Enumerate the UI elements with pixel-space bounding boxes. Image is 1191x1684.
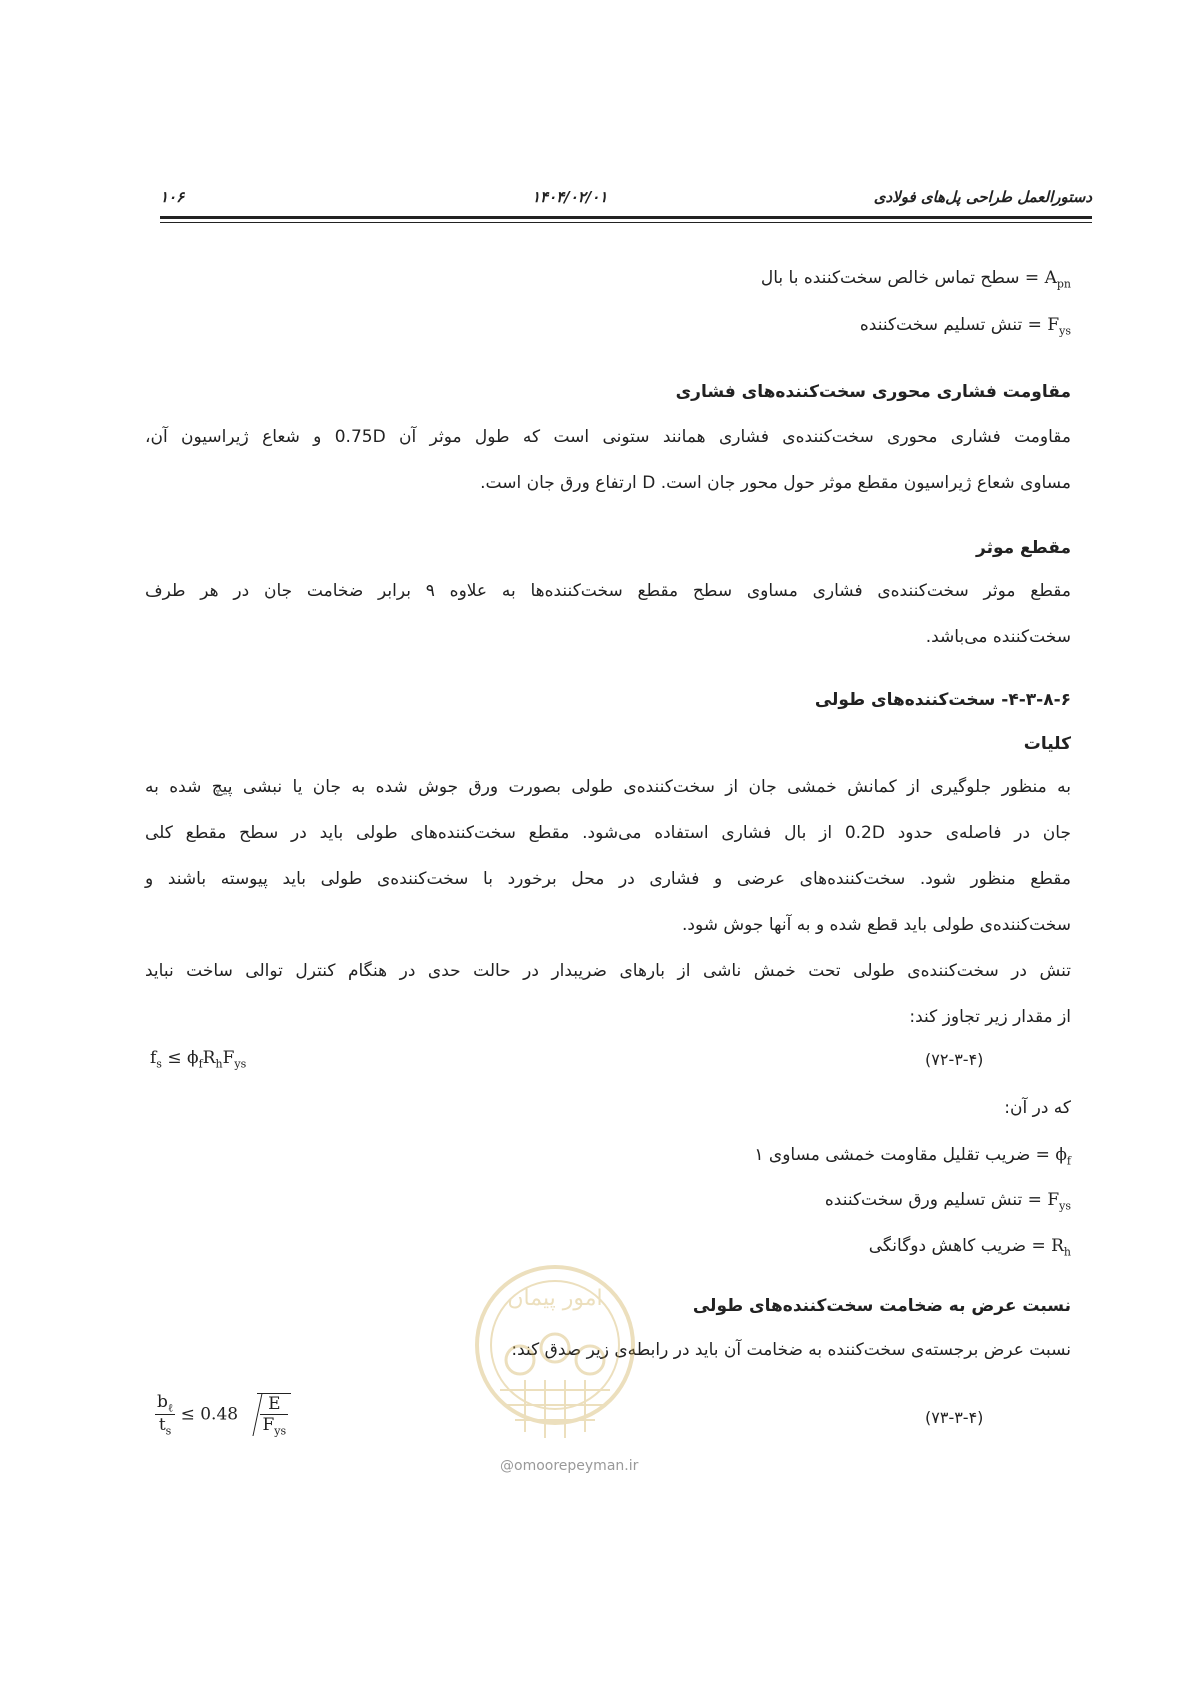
equation-73 — [155, 1392, 291, 1438]
equation-number-72: (۷۲-۳-۴) — [925, 1050, 984, 1069]
watermark-logo — [470, 1260, 640, 1450]
page-number: ۱۰۶ — [160, 188, 185, 206]
def-symbol: F — [1047, 315, 1060, 335]
section-heading-width-thickness: نسبت عرض به ضخامت سخت‌کننده‌های طولی — [692, 1296, 1071, 1316]
paragraph-line: تنش در سخت‌کننده‌ی طولی تحت خمش ناشی از بارهای ضریبدار در حالت حدی در هنگام کنترل توالی ساخت نباید — [145, 961, 1071, 981]
page-header — [160, 188, 1092, 210]
paragraph-line: مقطع منظور شود. سخت‌کننده‌های عرضی و فشاری در محل برخورد با سخت‌کننده‌ی طولی باید پیوسته باشند و — [145, 869, 1071, 889]
section-heading-axial-resistance: مقاومت فشاری محوری سخت‌کننده‌های فشاری — [675, 382, 1071, 402]
coefficient: ≤ 0.48 — [180, 1404, 239, 1425]
definition-phi-f — [754, 1145, 1071, 1167]
paragraph-effective-section — [145, 568, 1071, 660]
fraction-b-over-t: $\frac{b_\ell}{t_s}$ — [157, 1392, 174, 1438]
def-subscript: ys — [1059, 324, 1071, 338]
def-subscript: pn — [1056, 277, 1071, 291]
equation-number-73: (۷۳-۳-۴) — [925, 1408, 984, 1427]
paragraph-width-thickness: نسبت عرض برجسته‌ی سخت‌کننده به ضخامت آن باید در رابطه‌ی زیر صدق کند: — [511, 1340, 1071, 1360]
def-symbol: F — [1047, 1190, 1060, 1210]
paragraph-line: سخت‌کننده‌ی طولی باید قطع شده و به آنها جوش شود. — [681, 915, 1071, 935]
equation-72: $f_s \le \phi_fR_hF_{ys}$ — [150, 1048, 247, 1071]
section-heading-effective-section: مقطع موثر — [976, 538, 1071, 558]
watermark-logo-text: امور پیمان — [507, 1286, 603, 1311]
def-symbol: A — [1044, 268, 1057, 288]
paragraph-line: به منظور جلوگیری از کمانش خمشی جان از سخت‌کننده‌ی طولی بصورت ورق جوش شده به جان یا نبشی پیچ شده به — [145, 777, 1071, 797]
definition-apn — [761, 268, 1071, 290]
header-title: دستورالعمل طراحی پل‌های فولادی — [873, 188, 1092, 206]
def-text: = ضریب کاهش دوگانگی — [868, 1236, 1046, 1256]
paragraph-line: مساوی شعاع ژیراسیون مقطع موثر حول محور جان است. D ارتفاع ورق جان است. — [480, 473, 1071, 493]
header-rule-thin — [160, 222, 1092, 223]
paragraph-line: مقطع موثر سخت‌کننده‌ی فشاری مساوی سطح مقطع سخت‌کننده‌ها به علاوه ۹ برابر ضخامت جان در هر طرف — [145, 581, 1071, 601]
paragraph-line: سخت‌کننده می‌باشد. — [925, 627, 1071, 647]
def-subscript: ys — [1059, 1199, 1071, 1213]
paragraph-line: از مقدار زیر تجاوز کند: — [909, 1007, 1071, 1027]
def-symbol: R — [1051, 1236, 1064, 1256]
where-label: که در آن: — [1004, 1098, 1071, 1118]
definition-rh — [869, 1236, 1071, 1258]
def-subscript: f — [1066, 1154, 1071, 1168]
definition-fys — [860, 315, 1071, 337]
header-date: ۱۴۰۴/۰۲/۰۱ — [532, 188, 608, 206]
def-text: = تنش تسلیم ورق سخت‌کننده — [824, 1190, 1042, 1210]
def-text: = سطح تماس خالص سخت‌کننده با بال — [760, 268, 1040, 288]
sqrt-term: $\frac{E}{F_{ys}}$ — [257, 1393, 291, 1437]
def-text: = تنش تسلیم سخت‌کننده — [859, 315, 1042, 335]
header-rule-thick — [160, 216, 1092, 219]
def-symbol: ϕ — [1055, 1145, 1067, 1165]
paragraph-line: مقاومت فشاری محوری سخت‌کننده‌ی فشاری همانند ستونی است که طول موثر آن 0.75D و شعاع ژیراسیون آن، — [145, 427, 1071, 447]
section-heading-longitudinal-stiffeners: ۴-۳-۸-۶- سخت‌کننده‌های طولی — [814, 690, 1071, 710]
paragraph-general — [145, 764, 1071, 1040]
definition-fys-plate — [825, 1190, 1071, 1212]
watermark-site: @omoorepeyman.ir — [500, 1458, 639, 1474]
paragraph-line: جان در فاصله‌ی حدود 0.2D از بال فشاری استفاده می‌شود. مقطع سخت‌کننده‌های طولی باید در سطح مقطع کلی — [145, 823, 1071, 843]
subheading-general: کلیات — [1023, 734, 1071, 754]
paragraph-axial-resistance — [145, 414, 1071, 506]
def-subscript: h — [1063, 1245, 1071, 1259]
def-text: = ضریب تقلیل مقاومت خمشی مساوی ۱ — [754, 1145, 1050, 1165]
